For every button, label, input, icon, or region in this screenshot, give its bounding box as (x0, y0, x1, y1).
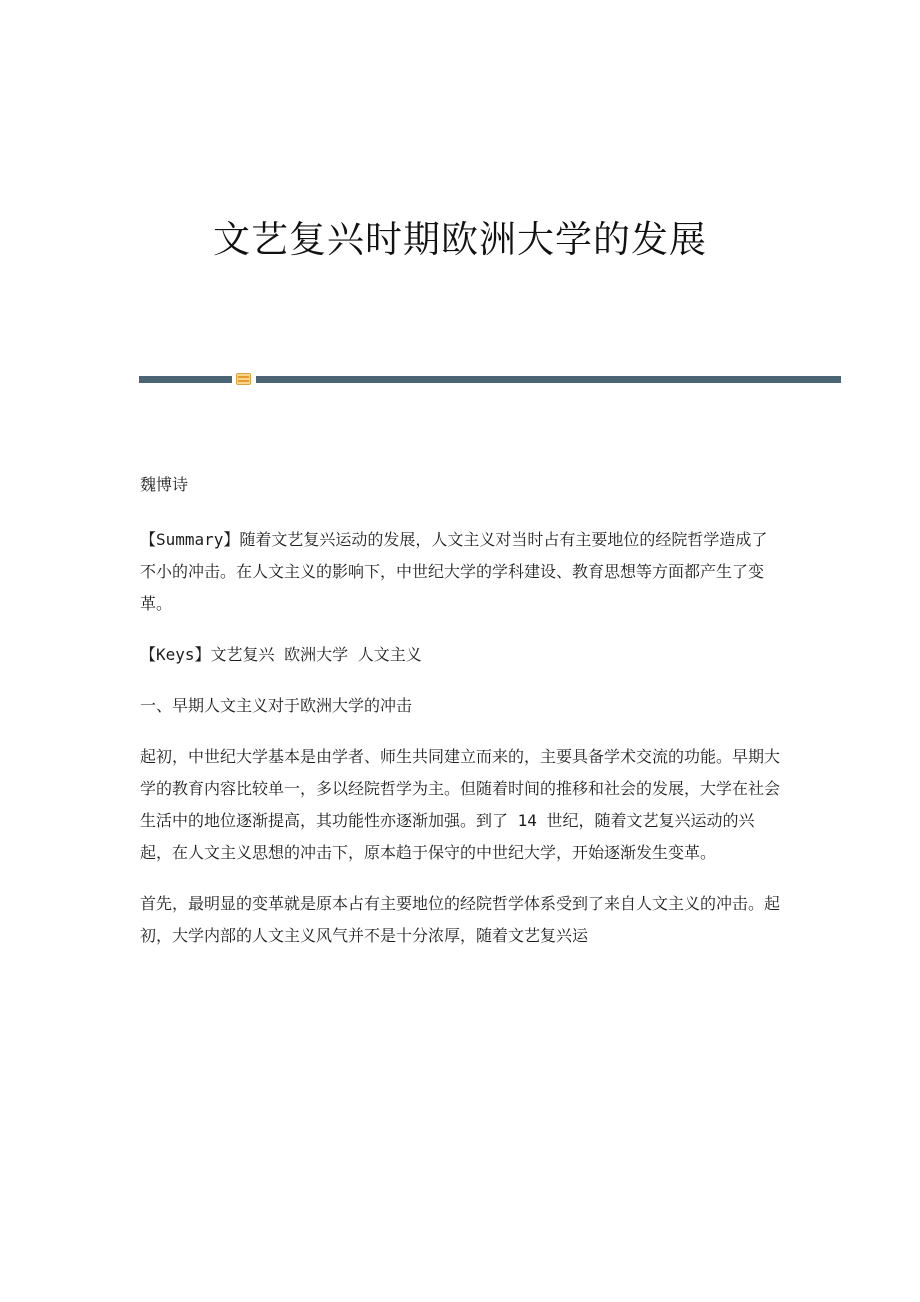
keywords-line: 【Keys】文艺复兴 欧洲大学 人文主义 (140, 645, 422, 664)
body-paragraph: 起初，中世纪大学基本是由学者、师生共同建立而来的，主要具备学术交流的功能。早期大学的教育内容比较单一，多以经院哲学为主。但随着时间的推移和社会的发展，大学在社会生活中的地位逐渐提高，其功能性亦逐渐加强。到了 14 世纪，随着文艺复兴运动的兴起，在人文主义思想的冲击下，原本趋于保守的中世纪大学，开始逐渐发生变革。 (140, 747, 781, 862)
section-heading: 一、早期人文主义对于欧洲大学的冲击 (140, 696, 413, 715)
divider-bar-left (139, 376, 232, 383)
document-body (140, 469, 780, 971)
document-title: 文艺复兴时期欧洲大学的发展 (213, 218, 707, 261)
title-divider (139, 373, 841, 385)
summary-paragraph: 【Summary】随着文艺复兴运动的发展，人文主义对当时占有主要地位的经院哲学造成了不小的冲击。在人文主义的影响下，中世纪大学的学科建设、教育思想等方面都产生了变革。 (140, 530, 768, 613)
author-name: 魏博诗 (140, 475, 189, 494)
body-paragraph: 首先，最明显的变革就是原本占有主要地位的经院哲学体系受到了来自人文主义的冲击。起初，大学内部的人文主义风气并不是十分浓厚，随着文艺复兴运 (140, 894, 781, 945)
divider-bar-right (256, 376, 841, 383)
divider-ornament-icon (236, 373, 251, 385)
